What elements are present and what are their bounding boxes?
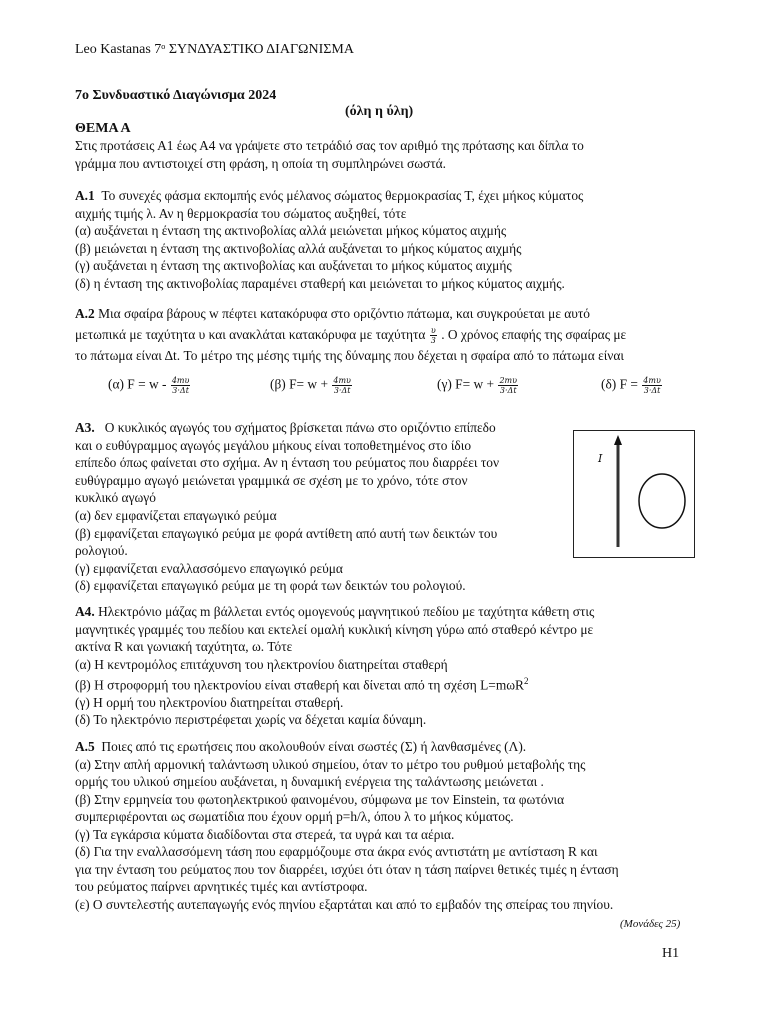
question-a3-line: κυκλικό αγωγό (75, 490, 156, 506)
question-a2-line: Α.2 Μια σφαίρα βάρους w πέφτει κατακόρυφα στο οριζόντιο πάτωμα, και συγκρούεται με αυτό (75, 306, 591, 321)
question-a4-line: ακτίνα R και γωνιακή ταχύτητα, ω. Τότε (75, 639, 293, 654)
question-a5 (75, 738, 693, 913)
question-a4 (75, 603, 693, 729)
marks-note: (Μονάδες 25) (620, 918, 681, 930)
question-a2 (75, 303, 693, 366)
a2-answers (108, 376, 708, 406)
statement-line: ορμής του υλικού σημείου αυξάνεται, η δυναμική ενέργεια της ταλάντωσης μειώνεται . (75, 774, 544, 789)
question-a4-line: Α4. Ηλεκτρόνιο μάζας m βάλλεται εντός ομογενούς μαγνητικού πεδίου με ταχύτητα κάθετη στις (75, 604, 595, 619)
current-arrow-icon (614, 435, 622, 445)
circular-loop (639, 474, 685, 528)
wire-loop-diagram (574, 431, 694, 557)
option-d: (δ) Το ηλεκτρόνιο περιστρέφεται χωρίς να δέχεται καμία δύναμη. (75, 712, 427, 728)
answer-a: (α) F = w - $\frac{4m\upsilon}{3\cdot\Delta t}$ (108, 376, 190, 395)
page-number: H1 (662, 946, 680, 961)
answer-c: (γ) F= w + $\frac{2m\upsilon}{3\cdot\Delta t}$ (437, 376, 518, 395)
option-b: (β) μειώνεται η ένταση της ακτινοβολίας αλλά αυξάνεται το μήκος κύματος αιχμής (75, 240, 522, 256)
statement-line: (β) Στην ερμηνεία του φωτοηλεκτρικού φαινομένου, σύμφωνα με τον Einstein, τα φωτόνια (75, 791, 565, 807)
question-a3-line: και ο ευθύγραμμος αγωγός μεγάλου μήκους είναι τοποθετημένος στο ίδιο (75, 437, 472, 453)
question-a3-line: επίπεδο όπως φαίνεται στο σχήμα. Αν η ένταση του ρεύματος που διαρρέει τον (75, 455, 500, 471)
statement-line: για την ένταση του ρεύματος που τον διαρρέει, ισχύει ότι όταν η τάση παίρνει θετικές τιμές η ένταση (75, 861, 619, 877)
option-a: (α) Η κεντρομόλος επιτάχυνση του ηλεκτρονίου διατηρείται σταθερή (75, 656, 448, 672)
question-a3-line: ευθύγραμμο αγωγό μειώνεται γραμμικά σε σχέση με το χρόνο, τότε στον (75, 472, 468, 488)
current-label: I (598, 452, 603, 465)
option-a: (α) αυξάνεται η ένταση της ακτινοβολίας αλλά μειώνεται μήκος κύματος αιχμής (75, 223, 507, 238)
velocity-fraction: $\frac{\upsilon}{3}$ (430, 326, 436, 346)
answer-d: (δ) F = $\frac{4m\upsilon}{3\cdot\Delta t}$ (601, 376, 661, 395)
statement-line: (γ) Τα εγκάρσια κύματα διαδίδονται στα στερεά, τα υγρά και τα αέρια. (75, 826, 455, 842)
exam-title: 7ο Συνδυαστικό Διαγώνισμα 2024 (75, 88, 277, 103)
statement-line: συμπεριφέρονται ως σωματίδια που έχουν ορμή p=h/λ, όπου λ το μήκος κύματος. (75, 809, 514, 824)
option-d: (δ) η ένταση της ακτινοβολίας παραμένει σταθερή και μειώνεται το μήκος κύματος αιχμής. (75, 275, 565, 291)
statement-line: (α) Στην απλή αρμονική ταλάντωση υλικού σημείου, όταν το μέτρο του ρυθμού μεταβολής της (75, 756, 586, 772)
option-c: (γ) αυξάνεται η ένταση της ακτινοβολίας και αυξάνεται το μήκος κύματος αιχμής (75, 258, 512, 273)
option-c: (γ) Η ορμή του ηλεκτρονίου διατηρείται σταθερή. (75, 694, 344, 710)
question-a1-line: Α.1 Το συνεχές φάσμα εκπομπής ενός μέλανος σώματος θερμοκρασίας Τ, έχει μήκος κύματος (75, 188, 584, 203)
option-d: (δ) εμφανίζεται επαγωγικό ρεύμα με τη φορά των δεικτών του ρολογιού. (75, 578, 466, 594)
option-b: (β) εμφανίζεται επαγωγικό ρεύμα με φορά αντίθετη από αυτή των δεικτών του (75, 525, 498, 541)
question-a3 (75, 419, 563, 595)
question-a2-line: μετωπικά με ταχύτητα υ και ανακλάται κατακόρυφα με ταχύτητα $\frac{\upsilon}{3}$ . Ο χρόνος επαφής της σφαίρας με (75, 326, 627, 346)
question-a1-label: Α.1 (75, 188, 95, 203)
question-a5-line: Α.5 Ποιες από τις ερωτήσεις που ακολουθούν είναι σωστές (Σ) ή λανθασμένες (Λ). (75, 739, 527, 754)
theme-heading: ΘΕΜΑ Α (75, 121, 131, 136)
question-a3-label: Α3. (75, 420, 95, 435)
option-b-cont: ρολογιού. (75, 543, 128, 559)
option-a: (α) δεν εμφανίζεται επαγωγικό ρεύμα (75, 507, 277, 523)
question-a1-line: αιχμής τιμής λ. Αν η θερμοκρασία του σώματος αυξηθεί, τότε (75, 205, 407, 221)
question-a2-label: Α.2 (75, 306, 95, 321)
exponent: 2 (523, 676, 529, 686)
option-c: (γ) εμφανίζεται εναλλασσόμενο επαγωγικό ρεύμα (75, 560, 343, 576)
exam-subtitle: (όλη η ύλη) (345, 104, 414, 119)
page-header: Leo Kastanas 7ᵒ ΣΥΝΔΥΑΣΤΙΚΟ ΔΙΑΓΩΝΙΣΜΑ (75, 42, 354, 57)
option-b: (β) Η στροφορμή του ηλεκτρονίου είναι σταθερή και δίνεται από τη σχέση L=mωR$^2$ (75, 676, 529, 693)
intro-line: Στις προτάσεις Α1 έως Α4 να γράψετε στο τετράδιό σας τον αριθμό της πρότασης και δίπλα το (75, 138, 584, 153)
question-a1 (75, 187, 693, 292)
question-a5-label: Α.5 (75, 739, 95, 754)
intro-line: γράμμα που αντιστοιχεί στη φράση, η οποία τη συμπληρώνει σωστά. (75, 155, 447, 171)
conductor-figure (573, 430, 695, 558)
statement-line: του ρεύματος παίρνει αρνητικές τιμές και αντίστροφα. (75, 879, 368, 894)
question-a2-line: το πάτωμα είναι Δt. Το μέτρο της μέσης τιμής της δύναμης που δέχεται η σφαίρα από το πάτωμα είναι (75, 348, 624, 364)
question-a4-label: Α4. (75, 604, 95, 619)
statement-line: (ε) Ο συντελεστής αυτεπαγωγής ενός πηνίου εξαρτάται και από το εμβαδόν της σπείρας του πηνίου. (75, 896, 614, 912)
question-a3-line: Α3. Ο κυκλικός αγωγός του σχήματος βρίσκεται πάνω στο οριζόντιο επίπεδο (75, 420, 496, 435)
question-a4-line: μαγνητικές γραμμές του πεδίου και εκτελεί ομαλή κυκλική κίνηση γύρω από σταθερό κέντρο με (75, 621, 594, 637)
statement-line: (δ) Για την εναλλασσόμενη τάση που εφαρμόζουμε στα άκρα ενός αντιστάτη με αντίσταση R και (75, 844, 598, 859)
intro-paragraph (75, 137, 693, 172)
answer-b: (β) F= w + $\frac{4m\upsilon}{3\cdot\Delta t}$ (270, 376, 351, 395)
